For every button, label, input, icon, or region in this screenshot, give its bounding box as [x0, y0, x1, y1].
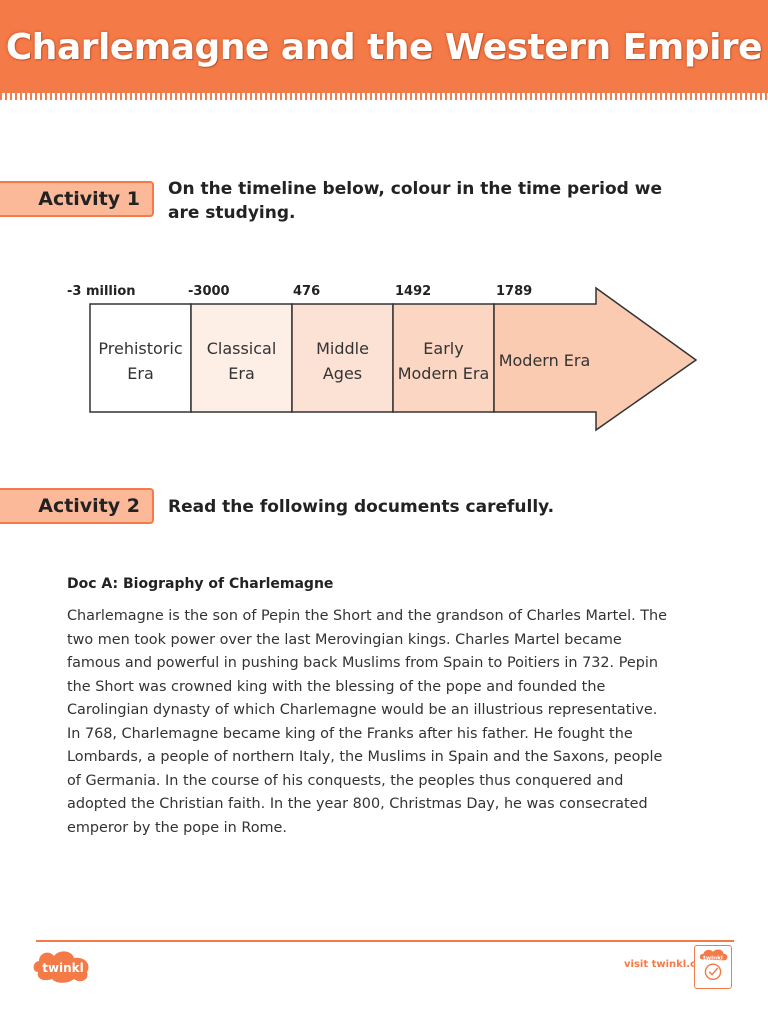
era-label-prehistoric	[90, 336, 191, 386]
activity-2-instruction: Read the following documents carefully.	[168, 497, 555, 517]
era-label-middle-ages	[292, 336, 393, 386]
era-label-line: Modern Era	[397, 364, 490, 383]
footer-divider	[36, 940, 734, 942]
timeline-tick-label: 1789	[496, 284, 533, 299]
timeline-tick-label: -3000	[188, 284, 230, 299]
page-title: Charlemagne and the Western Empire	[5, 27, 763, 68]
era-label-line: Middle	[316, 339, 369, 358]
era-label-line: Ages	[322, 364, 363, 383]
era-label-line: Modern Era	[498, 351, 591, 370]
era-label-classical	[191, 336, 292, 386]
timeline-tick-label: -3 million	[67, 284, 136, 299]
era-label-line: Era	[127, 364, 154, 383]
activity-1-instruction: On the timeline below, colour in the time period we are studying.	[168, 179, 662, 223]
visit-link[interactable]: visit twinkl.ca	[624, 959, 703, 970]
badge-text: twinkl	[703, 955, 723, 962]
twinkl-logo-text: twinkl	[42, 961, 84, 975]
era-label-line: Classical	[206, 339, 277, 358]
era-label-modern	[494, 348, 595, 373]
activity-2-tab: Activity 2	[0, 488, 154, 524]
timeline-tick-label: 1492	[395, 284, 432, 299]
timeline-tick-label: 476	[293, 284, 321, 299]
era-label-line: Early	[423, 339, 464, 358]
quality-badge-icon	[694, 945, 732, 989]
twinkl-logo[interactable]	[32, 948, 94, 984]
era-label-line: Era	[228, 364, 255, 383]
era-label-early-modern	[393, 336, 494, 386]
activity-1-tab: Activity 1	[0, 181, 154, 217]
era-label-line: Prehistoric	[98, 339, 183, 358]
document-heading: Doc A: Biography of Charlemagne	[67, 576, 334, 592]
document-body: Charlemagne is the son of Pepin the Short and the grandson of Charles Martel. The two men took power over the last Merovingian kings. Charles Martel became famous and powerful in pushing back Muslims from Spain to Poitiers in 732. Pepin the Short was crowned king with the blessing of the pope and founded the Carolingian dynasty of which Charlemagne would be an illustrious representative. In 768, Charlemagne became king of the Franks after his father. He fought the Lombards, a people of northern Italy, the Muslims in Spain and the Saxons, people of Germania. In the course of his conquests, the peoples thus conquered and adopted the Christian faith. In the year 800, Christmas Day, he was consecrated emperor by the pope in Rome.	[67, 608, 668, 836]
